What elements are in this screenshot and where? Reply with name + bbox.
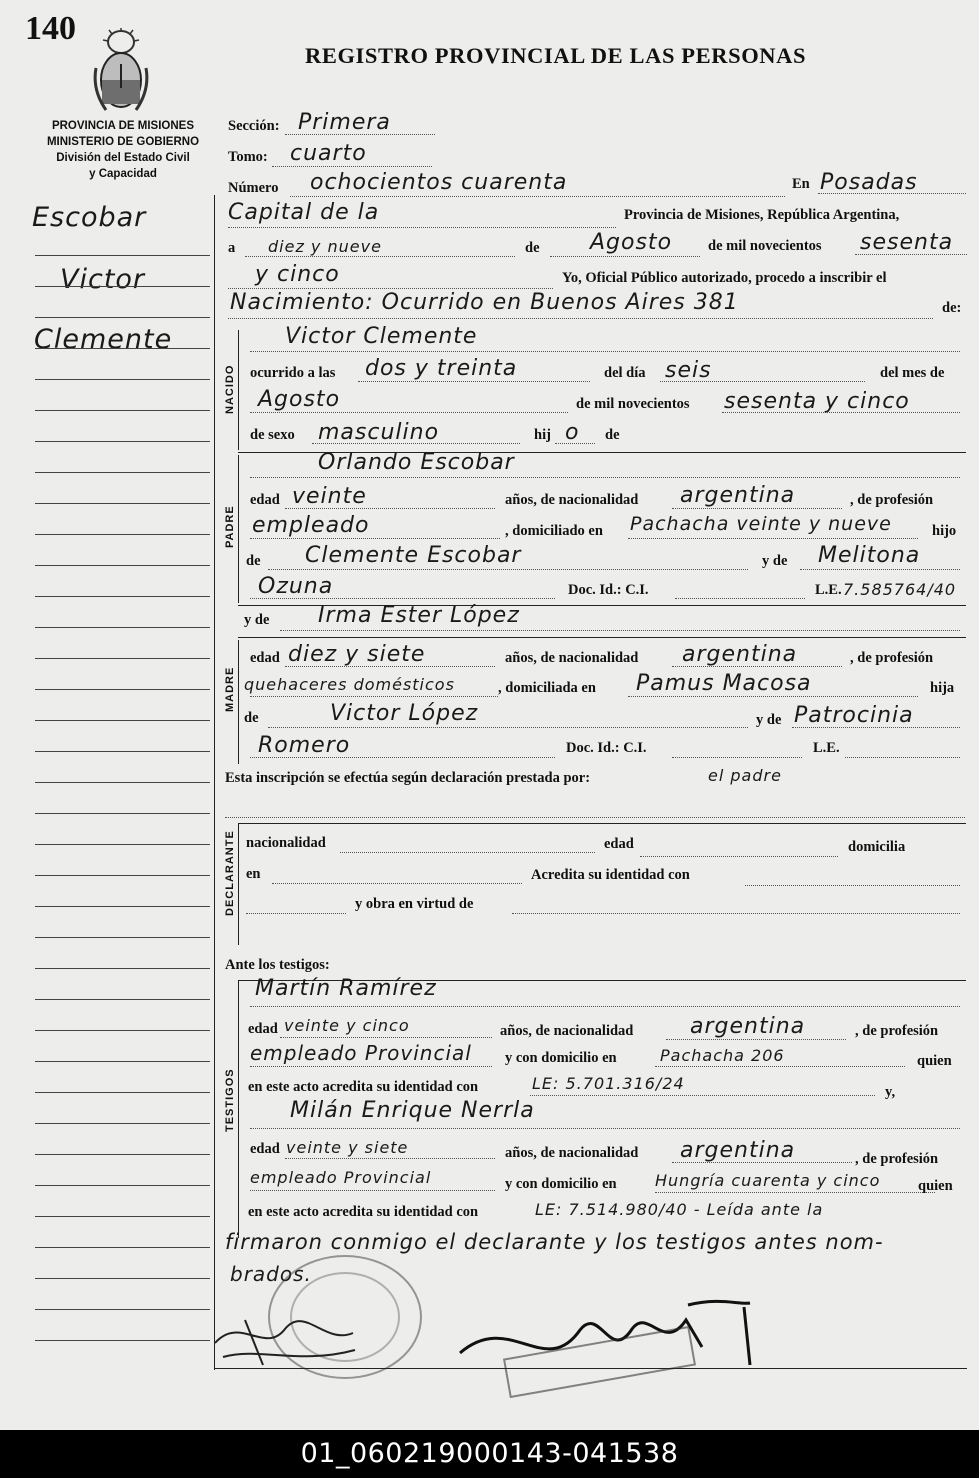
- margin-rule: [35, 1185, 210, 1186]
- margin-rule: [35, 379, 210, 380]
- org-block: [28, 118, 218, 182]
- madre-prof-value: quehaceres domésticos: [244, 675, 455, 694]
- margin-middle-name: Clemente: [34, 324, 173, 355]
- margin-rule: [35, 410, 210, 411]
- org-line: División del Estado Civil: [56, 152, 190, 164]
- label-anos-nac-madre: años, de nacionalidad: [505, 650, 639, 666]
- label-acredita-t2: en este acto acredita su identidad con: [248, 1204, 479, 1220]
- label-quien-t2: quien: [918, 1178, 953, 1194]
- madre-nac-value: argentina: [682, 642, 798, 667]
- label-de-2: de: [605, 427, 620, 443]
- margin-rule: [35, 1309, 210, 1310]
- label-domicilio-t1: y con domicilio en: [505, 1050, 617, 1066]
- margin-rule: [35, 689, 210, 690]
- page-number: 140: [25, 10, 76, 47]
- margin-rule: [35, 906, 210, 907]
- label-doc-id-madre: Doc. Id.: C.I.: [566, 740, 647, 756]
- ano-nac-value: sesenta y cinco: [724, 389, 910, 414]
- t2-prof-value: empleado Provincial: [250, 1168, 432, 1187]
- label-provincia: Provincia de Misiones, República Argentina,: [624, 207, 900, 223]
- label-anos-nac-t2: años, de nacionalidad: [505, 1145, 639, 1161]
- madre-nombre-value: Irma Ester López: [318, 603, 520, 628]
- t1-nac-value: argentina: [690, 1014, 806, 1039]
- label-ocurrido: ocurrido a las: [250, 365, 336, 381]
- label-le-madre: L.E.: [813, 740, 840, 756]
- hij-value: o: [565, 420, 580, 445]
- t1-le-value: LE: 5.701.316/24: [532, 1074, 685, 1093]
- coat-of-arms-icon: [92, 28, 150, 114]
- margin-surname: Escobar: [32, 202, 147, 233]
- ano-value: sesenta: [860, 230, 954, 255]
- document-code: 01_060219000143-041538: [0, 1430, 979, 1478]
- margin-rule: [35, 503, 210, 504]
- numero-value: ochocientos cuarenta: [310, 170, 568, 195]
- label-profesion-t1: , de profesión: [855, 1023, 939, 1039]
- margin-rule: [35, 1154, 210, 1155]
- label-de-abuelo-m: de: [244, 710, 259, 726]
- label-edad-declarante: edad: [604, 836, 634, 852]
- label-de-sexo: de sexo: [250, 427, 295, 443]
- padre-edad-value: veinte: [292, 484, 367, 509]
- margin-rule: [35, 968, 210, 969]
- label-doc-id-padre: Doc. Id.: C.I.: [568, 582, 649, 598]
- label-numero: Número: [228, 180, 279, 196]
- label-edad-t1: edad: [248, 1021, 278, 1037]
- label-en-declarante: en: [246, 866, 261, 882]
- t2-edad-value: veinte y siete: [286, 1138, 409, 1157]
- label-y-comma: y,: [885, 1084, 896, 1100]
- margin-rule: [35, 1092, 210, 1093]
- org-line: y Capacidad: [89, 168, 157, 180]
- margin-rule: [35, 782, 210, 783]
- dia-value: diez y nueve: [268, 237, 382, 256]
- label-de-mil-2: de mil novecientos: [576, 396, 690, 412]
- padre-nac-value: argentina: [680, 483, 796, 508]
- margin-rule: [35, 627, 210, 628]
- padre-prof-value: empleado: [252, 513, 370, 538]
- padre-nombre-value: Orlando Escobar: [318, 450, 515, 475]
- nombre-value: Victor Clemente: [285, 324, 478, 349]
- label-oficial: Yo, Oficial Público autorizado, procedo a inscribir el: [562, 270, 887, 286]
- label-de-mil: de mil novecientos: [708, 238, 822, 254]
- label-del-mes: del mes de: [880, 365, 945, 381]
- label-quien-t1: quien: [917, 1053, 952, 1069]
- margin-rule: [35, 348, 210, 349]
- margin-rule: [35, 999, 210, 1000]
- abuela-m2-value: Romero: [258, 733, 351, 758]
- margin-rule: [35, 937, 210, 938]
- label-ante-testigos: Ante los testigos:: [225, 957, 330, 973]
- label-seccion: Sección:: [228, 118, 280, 134]
- closing-line-2: brados.: [230, 1262, 312, 1286]
- closing-line-1: firmaron conmigo el declarante y los testigos antes nom-: [225, 1230, 884, 1254]
- label-en: En: [792, 176, 810, 192]
- label-domicilio-t2: y con domicilio en: [505, 1176, 617, 1192]
- label-profesion-padre: , de profesión: [850, 492, 934, 508]
- margin-divider: [214, 195, 215, 1370]
- label-obra-virtud: y obra en virtud de: [355, 896, 474, 912]
- margin-first-name: Victor: [60, 264, 146, 295]
- dia-nac-value: seis: [665, 358, 712, 383]
- mes-value: Agosto: [590, 230, 673, 255]
- margin-rule: [35, 596, 210, 597]
- margin-rule: [35, 720, 210, 721]
- margin-rule: [35, 1123, 210, 1124]
- declarante-value: el padre: [708, 766, 782, 785]
- sexo-value: masculino: [318, 420, 440, 445]
- ano2-value: y cinco: [255, 262, 340, 287]
- margin-rule: [35, 1278, 210, 1279]
- label-de: de: [525, 240, 540, 256]
- margin-rule: [35, 1216, 210, 1217]
- margin-rule: [35, 286, 210, 287]
- testigo2-value: Milán Enrique Nerrla: [290, 1098, 535, 1123]
- ciudad-value: Posadas: [820, 170, 918, 195]
- margin-rule: [35, 875, 210, 876]
- t2-le-value: LE: 7.514.980/40 - Leída ante la: [535, 1200, 824, 1219]
- section-label-testigos: TESTIGOS: [224, 1068, 236, 1132]
- abuelo-p-value: Clemente Escobar: [305, 543, 522, 568]
- label-edad-madre: edad: [250, 650, 280, 666]
- testigo1-value: Martín Ramírez: [255, 976, 437, 1001]
- label-profesion-madre: , de profesión: [850, 650, 934, 666]
- margin-rule: [35, 1247, 210, 1248]
- label-domiciliado: , domiciliado en: [505, 523, 603, 539]
- org-line: MINISTERIO DE GOBIERNO: [46, 136, 200, 148]
- label-domicilia: domicilia: [848, 839, 906, 855]
- label-y-de-madre: y de: [244, 612, 270, 628]
- label-nacionalidad: nacionalidad: [246, 835, 326, 851]
- margin-rule: [35, 255, 210, 256]
- nacimiento-value: Nacimiento: Ocurrido en Buenos Aires 381: [230, 290, 739, 315]
- register-title: REGISTRO PROVINCIAL DE LAS PERSONAS: [305, 43, 807, 68]
- t1-edad-value: veinte y cinco: [284, 1016, 410, 1035]
- padre-dom-value: Pachacha veinte y nueve: [630, 513, 892, 535]
- margin-rule: [35, 317, 210, 318]
- org-line: PROVINCIA DE MISIONES: [51, 120, 195, 132]
- section-label-declarante: DECLARANTE: [224, 830, 236, 916]
- label-domiciliada: , domiciliada en: [498, 680, 596, 696]
- margin-rule: [35, 441, 210, 442]
- t1-dom-value: Pachacha 206: [660, 1046, 785, 1065]
- label-profesion-t2: , de profesión: [855, 1151, 939, 1167]
- seccion-value: Primera: [298, 110, 391, 135]
- abuelo-m-value: Victor López: [330, 701, 479, 726]
- margin-rule: [35, 751, 210, 752]
- margin-rule: [35, 1030, 210, 1031]
- label-del-dia: del día: [604, 365, 646, 381]
- label-hijo: hijo: [932, 523, 957, 539]
- mes-nac-value: Agosto: [258, 387, 341, 412]
- label-hij: hij: [534, 427, 551, 443]
- section-label-nacido: NACIDO: [224, 364, 236, 414]
- label-tomo: Tomo:: [228, 149, 268, 165]
- label-anos-nac-padre: años, de nacionalidad: [505, 492, 639, 508]
- margin-rule: [35, 534, 210, 535]
- madre-dom-value: Pamus Macosa: [636, 671, 812, 696]
- label-le-padre: L.E.: [815, 582, 842, 598]
- label-inscripcion: Esta inscripción se efectúa según declaración prestada por:: [225, 770, 591, 786]
- label-de-abuelo-p: de: [246, 553, 261, 569]
- label-edad-padre: edad: [250, 492, 280, 508]
- label-a: a: [228, 240, 236, 256]
- margin-rule: [35, 472, 210, 473]
- t2-dom-value: Hungría cuarenta y cinco: [655, 1171, 881, 1190]
- label-edad-t2: edad: [250, 1141, 280, 1157]
- abuela-p-value: Melitona: [818, 543, 921, 568]
- label-de-colon: de:: [942, 300, 962, 316]
- margin-rule: [35, 1061, 210, 1062]
- label-acredita-t1: en este acto acredita su identidad con: [248, 1079, 479, 1095]
- margin-rule: [35, 565, 210, 566]
- margin-rule: [35, 658, 210, 659]
- padre-le-value: 7.585764/40: [843, 580, 957, 599]
- abuela-p2-value: Ozuna: [258, 574, 334, 599]
- abuela-m-value: Patrocinia: [794, 703, 914, 728]
- capital-value: Capital de la: [228, 200, 380, 225]
- label-acredita-con: Acredita su identidad con: [531, 867, 690, 883]
- section-label-padre: PADRE: [224, 505, 236, 548]
- t1-prof-value: empleado Provincial: [250, 1041, 472, 1065]
- label-y-de-abuela-m: y de: [756, 712, 782, 728]
- section-label-madre: MADRE: [224, 666, 236, 712]
- margin-rule: [35, 844, 210, 845]
- label-anos-nac-t1: años, de nacionalidad: [500, 1023, 634, 1039]
- margin-rule: [35, 813, 210, 814]
- label-y-de-abuela-p: y de: [762, 553, 788, 569]
- madre-edad-value: diez y siete: [288, 642, 426, 667]
- tomo-value: cuarto: [290, 141, 367, 166]
- hora-value: dos y treinta: [365, 356, 518, 381]
- t2-nac-value: argentina: [680, 1138, 796, 1163]
- margin-rule: [35, 1340, 210, 1341]
- label-hija: hija: [930, 680, 955, 696]
